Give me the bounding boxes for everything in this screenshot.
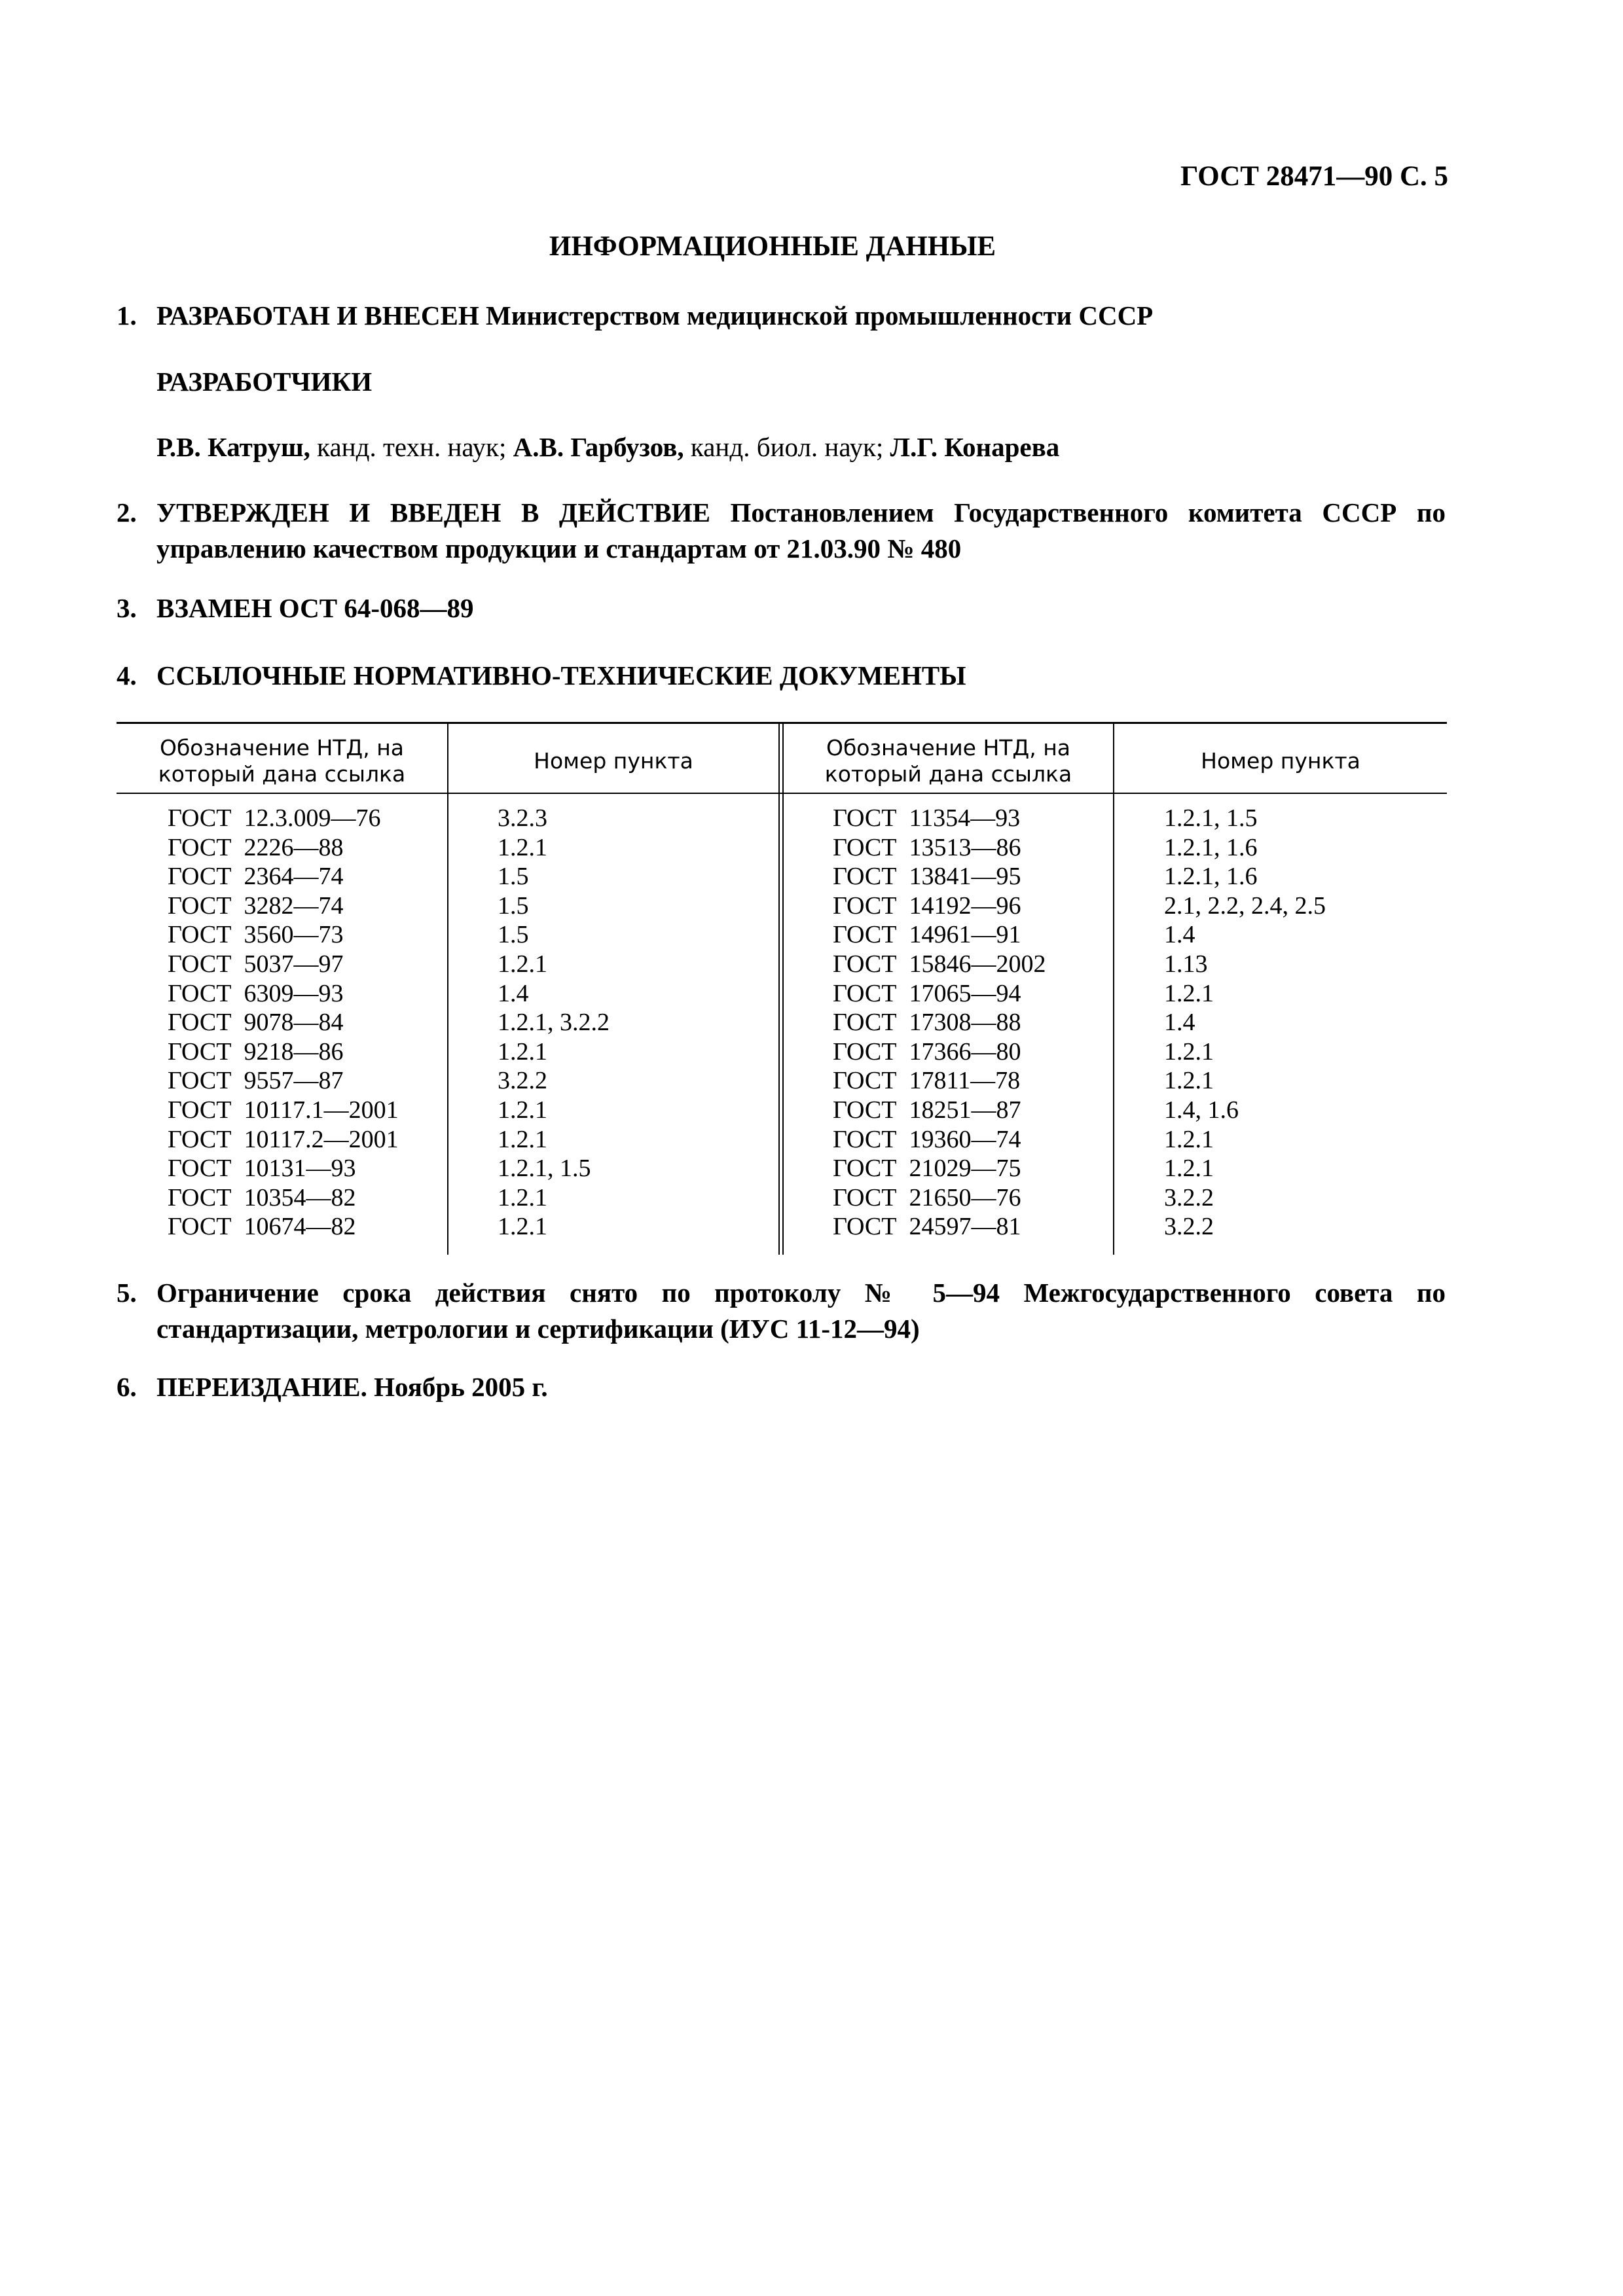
right-doc-column	[833, 804, 1046, 1242]
table-cell-doc: ГОСТ 2226—88	[168, 833, 344, 861]
table-cell-clause: 1.2.1	[1164, 1067, 1214, 1095]
table-cell-clause: 1.2.1, 1.5	[1164, 804, 1258, 832]
table-cell-clause: 1.2.1, 1.6	[1164, 863, 1258, 891]
table-cell-doc: ГОСТ 18251—87	[833, 1096, 1021, 1124]
table-cell-doc: ГОСТ 17065—94	[833, 979, 1021, 1007]
developer-1-title: канд. техн. наук;	[310, 432, 513, 462]
table-cell-clause: 1.2.1	[1164, 979, 1214, 1007]
table-cell-clause: 1.2.1	[498, 950, 547, 978]
table-cell-clause: 1.2.1	[498, 833, 547, 861]
developer-2-title: канд. биол. наук;	[684, 432, 890, 462]
table-cell-doc: ГОСТ 13513—86	[833, 833, 1021, 861]
references-table	[117, 722, 1447, 1255]
table-cell-clause: 1.4, 1.6	[1164, 1096, 1239, 1124]
column-header-clause-right: Номер пункта	[1201, 748, 1360, 774]
table-cell-clause: 1.2.1, 3.2.2	[498, 1009, 610, 1037]
table-cell-doc: ГОСТ 14192—96	[833, 891, 1021, 920]
left-doc-column	[168, 804, 399, 1242]
item-3-number: 3.	[117, 593, 137, 623]
table-divider	[778, 722, 780, 1255]
table-cell-clause: 1.5	[498, 863, 529, 891]
table-cell-doc: ГОСТ 3560—73	[168, 921, 344, 949]
item-4-text: ССЫЛОЧНЫЕ НОРМАТИВНО-ТЕХНИЧЕСКИЕ ДОКУМЕНТЫ	[156, 660, 966, 691]
developer-1-name: Р.В. Катруш,	[156, 432, 310, 462]
item-2-number: 2.	[117, 497, 137, 528]
document-title: ИНФОРМАЦИОННЫЕ ДАННЫЕ	[549, 231, 996, 262]
table-cell-clause: 1.2.1, 1.5	[498, 1155, 591, 1183]
table-cell-clause: 3.2.2	[1164, 1213, 1214, 1241]
developer-2-name: А.В. Гарбузов,	[513, 432, 684, 462]
table-cell-doc: ГОСТ 9078—84	[168, 1009, 344, 1037]
table-cell-doc: ГОСТ 19360—74	[833, 1125, 1021, 1153]
table-cell-doc: ГОСТ 10131—93	[168, 1155, 356, 1183]
table-cell-doc: ГОСТ 6309—93	[168, 979, 344, 1007]
item-1-lead: РАЗРАБОТАН И ВНЕСЕН	[156, 300, 479, 331]
table-cell-doc: ГОСТ 2364—74	[168, 863, 344, 891]
table-cell-doc: ГОСТ 3282—74	[168, 891, 344, 920]
table-cell-doc: ГОСТ 15846—2002	[833, 950, 1046, 978]
table-cell-clause: 1.2.1	[498, 1096, 547, 1124]
table-cell-doc: ГОСТ 21029—75	[833, 1155, 1021, 1183]
developer-3-name: Л.Г. Конарева	[890, 432, 1060, 462]
table-cell-clause: 1.4	[1164, 1009, 1195, 1037]
table-cell-clause: 1.2.1	[498, 1183, 547, 1211]
table-cell-clause: 3.2.3	[498, 804, 547, 832]
table-cell-doc: ГОСТ 5037—97	[168, 950, 344, 978]
table-divider	[782, 722, 784, 1255]
table-header-rule	[117, 793, 1447, 794]
table-top-rule	[117, 722, 1447, 724]
left-clause-column	[498, 804, 610, 1242]
item-4-number: 4.	[117, 660, 137, 691]
item-1-text: Министерством медицинской промышленности СССР	[479, 300, 1154, 331]
table-cell-doc: ГОСТ 17811—78	[833, 1067, 1021, 1095]
table-cell-doc: ГОСТ 10674—82	[168, 1213, 356, 1241]
table-cell-clause: 1.13	[1164, 950, 1208, 978]
developers-heading: РАЗРАБОТЧИКИ	[156, 367, 373, 397]
table-cell-clause: 1.5	[498, 921, 529, 949]
table-cell-doc: ГОСТ 10117.2—2001	[168, 1125, 399, 1153]
item-2	[117, 495, 1446, 567]
column-header-doc-left: Обозначение НТД, на который дана ссылка	[158, 735, 406, 787]
table-cell-doc: ГОСТ 21650—76	[833, 1183, 1021, 1211]
column-header-doc-right: Обозначение НТД, на который дана ссылка	[824, 735, 1072, 787]
table-cell-doc: ГОСТ 17366—80	[833, 1037, 1021, 1066]
table-divider	[447, 722, 448, 1255]
developers-list	[156, 429, 1059, 465]
table-cell-clause: 3.2.2	[498, 1067, 547, 1095]
table-cell-doc: ГОСТ 11354—93	[833, 804, 1021, 832]
item-5-text: Ограничение срока действия снято по протоколу № 5—94 Межгосударственного совета по стандартизации, метрологии и сертификации (ИУС 11-12—94)	[156, 1278, 1446, 1344]
page-header-reference: ГОСТ 28471—90 С. 5	[1180, 161, 1448, 192]
table-cell-clause: 1.2.1	[1164, 1037, 1214, 1066]
item-1	[117, 298, 1446, 334]
right-clause-column	[1164, 804, 1326, 1242]
item-6-text: ПЕРЕИЗДАНИЕ. Ноябрь 2005 г.	[156, 1372, 548, 1402]
table-cell-clause: 1.2.1	[498, 1037, 547, 1066]
item-3	[117, 590, 1446, 626]
table-cell-clause: 1.2.1	[498, 1125, 547, 1153]
item-2-lead: УТВЕРЖДЕН И ВВЕДЕН В ДЕЙСТВИЕ	[156, 497, 710, 528]
table-cell-clause: 1.4	[1164, 921, 1195, 949]
item-5-number: 5.	[117, 1278, 137, 1308]
item-6-number: 6.	[117, 1372, 137, 1402]
table-cell-clause: 3.2.2	[1164, 1183, 1214, 1211]
column-header-clause-left: Номер пункта	[534, 748, 693, 774]
item-4	[117, 658, 1446, 694]
item-3-text: ВЗАМЕН ОСТ 64-068—89	[156, 593, 474, 623]
table-cell-doc: ГОСТ 17308—88	[833, 1009, 1021, 1037]
table-cell-doc: ГОСТ 10354—82	[168, 1183, 356, 1211]
table-cell-clause: 2.1, 2.2, 2.4, 2.5	[1164, 891, 1326, 920]
table-cell-doc: ГОСТ 12.3.009—76	[168, 804, 381, 832]
table-cell-doc: ГОСТ 14961—91	[833, 921, 1021, 949]
item-1-number: 1.	[117, 300, 137, 331]
table-cell-clause: 1.4	[498, 979, 529, 1007]
table-cell-clause: 1.2.1	[1164, 1155, 1214, 1183]
item-2-text: Постановлением Государственного комитета СССР по управлению качеством продукции и стандартам от 21.03.90 № 480	[156, 497, 1446, 564]
table-cell-doc: ГОСТ 9218—86	[168, 1037, 344, 1066]
table-cell-clause: 1.2.1	[1164, 1125, 1214, 1153]
item-6	[117, 1369, 1446, 1405]
table-cell-clause: 1.2.1, 1.6	[1164, 833, 1258, 861]
table-cell-doc: ГОСТ 24597—81	[833, 1213, 1021, 1241]
table-cell-doc: ГОСТ 9557—87	[168, 1067, 344, 1095]
table-cell-doc: ГОСТ 13841—95	[833, 863, 1021, 891]
table-cell-doc: ГОСТ 10117.1—2001	[168, 1096, 399, 1124]
table-cell-clause: 1.2.1	[498, 1213, 547, 1241]
item-5	[117, 1275, 1446, 1347]
table-cell-clause: 1.5	[498, 891, 529, 920]
table-divider	[1113, 722, 1114, 1255]
